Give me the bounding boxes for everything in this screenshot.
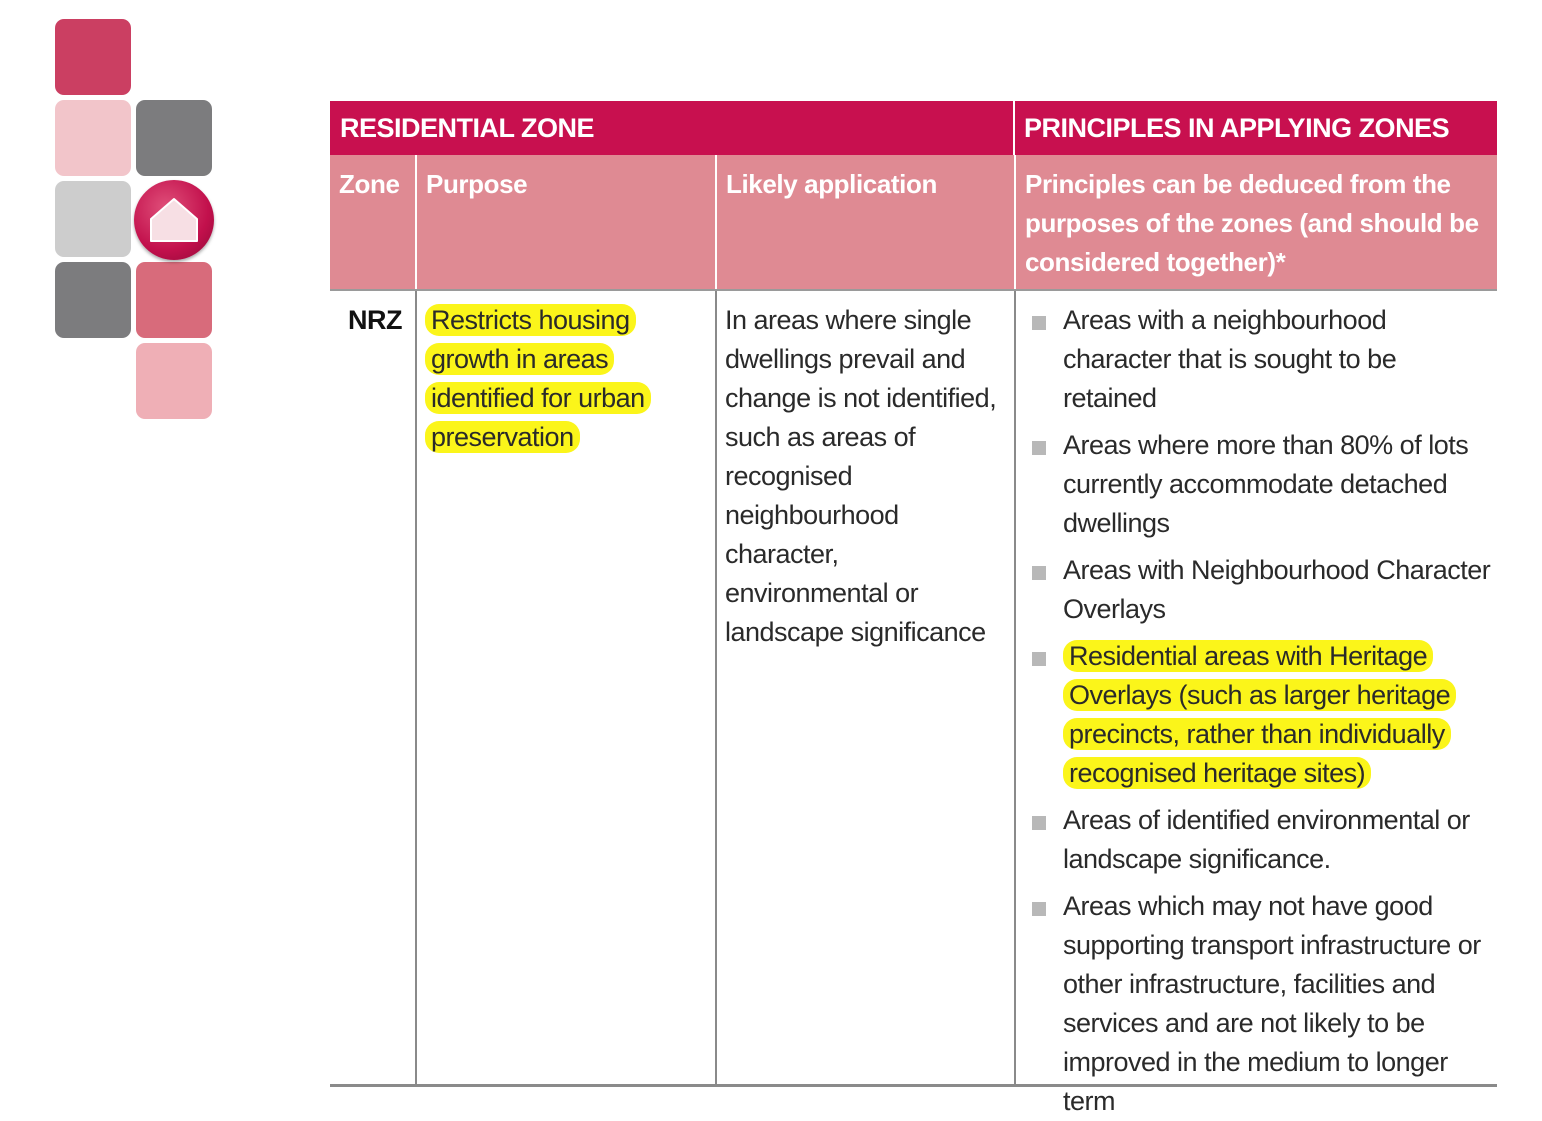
list-item-text: Areas with a neighbourhood character that is sought to be retained	[1063, 305, 1397, 413]
list-item	[1030, 426, 1493, 543]
group-header-row	[330, 101, 1497, 155]
logo-square	[55, 19, 131, 95]
principles-cell	[1016, 291, 1497, 1116]
logo-square	[136, 100, 212, 176]
column-header-principles: Principles can be deduced from the purposes of the zones (and should be considered together)*	[1025, 169, 1479, 277]
list-item	[1030, 801, 1493, 879]
home-icon	[148, 194, 200, 246]
list-item	[1030, 301, 1493, 418]
list-item	[1030, 551, 1493, 629]
group-header-residential-zone: RESIDENTIAL ZONE	[330, 101, 1015, 155]
list-item	[1030, 637, 1493, 793]
logo-square	[55, 181, 131, 257]
principles-list	[1030, 301, 1493, 1121]
list-item-text: Areas where more than 80% of lots currently accommodate detached dwellings	[1063, 430, 1469, 538]
logo-square	[136, 343, 212, 419]
logo-square	[55, 262, 131, 338]
column-header-likely-application: Likely application	[717, 155, 1016, 289]
logo-graphic	[0, 0, 230, 440]
list-item-text: Areas of identified environmental or landscape significance.	[1063, 805, 1470, 874]
purpose-cell	[417, 291, 717, 1084]
column-header-purpose: Purpose	[417, 155, 717, 289]
logo-square	[55, 100, 131, 176]
list-item-text: Areas which may not have good supporting transport infrastructure or other infrastructure, facilities and services and are not likely to be improved in the medium to longer term	[1063, 891, 1481, 1116]
home-badge	[134, 180, 214, 260]
list-item	[1030, 887, 1493, 1121]
zone-code: NRZ	[330, 291, 417, 1084]
list-item-text: Areas with Neighbourhood Character Overlays	[1063, 555, 1491, 624]
group-header-principles: PRINCIPLES IN APPLYING ZONES	[1024, 113, 1450, 143]
highlighted-list-item-text: Residential areas with Heritage Overlays (such as larger heritage precincts, rather than individually recognised heritage sites)	[1063, 640, 1456, 789]
logo-square	[136, 262, 212, 338]
zones-table	[330, 101, 1497, 1116]
highlighted-purpose-text: Restricts housing growth in areas identified for urban preservation	[425, 304, 651, 453]
column-header-zone: Zone	[330, 155, 417, 289]
column-header-row	[330, 155, 1497, 289]
likely-application-cell: In areas where single dwellings prevail and change is not identified, such as areas of recognised neighbourhood character, environmental or landscape significance	[717, 291, 1016, 1084]
table-row	[330, 289, 1497, 1116]
